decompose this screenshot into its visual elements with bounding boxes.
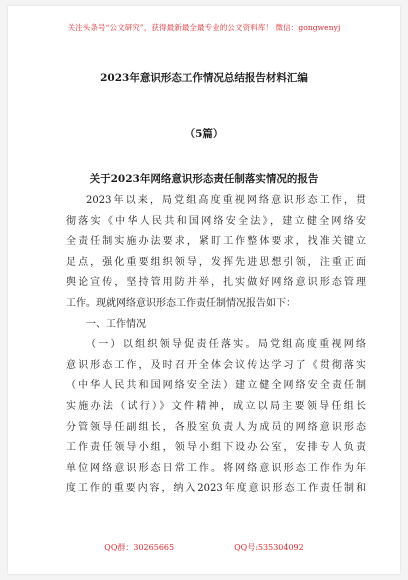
section-heading: 一、工作情况 [86,318,146,330]
body-line: 度工作的重要内容，纳入2023年度意识形态工作责任制和 [66,483,366,495]
document-count: （5篇） [184,128,224,140]
footer-contact [8,542,400,553]
body-line: 工作责任领导小组，领导小组下设办公室，安排专人负责 [66,442,366,454]
body-line: 意识形态工作，及时召开全体会议传达学习了《贯彻落实 [66,359,366,371]
body-line: 单位网络意识形态日常工作。将网络意识形态工作作为年 [66,462,366,474]
body-line: 2023年以来，局党组高度重视网络意识形态工作，贯 [86,195,366,206]
body-line: 彻落实《中华人民共和国网络安全法》，建立健全网络安 [66,215,366,227]
body-line: 分管领导任副组长，各股室负责人为成员的网络意识形态 [66,421,366,433]
body-line: （一）以组织领导促责任落实。局党组高度重视网络 [86,339,366,351]
section-title: 关于2023年网络意识形态责任制落实情况的报告 [89,173,319,185]
footer-qq-group: QQ群：30265665 [104,543,175,552]
header-banner: 关注头条号“公文研究”，获得最新最全最专业的公文资料库！ 微信：gongwenyj [67,23,341,32]
body-line: 全责任制实施办法要求，紧盯工作整体要求，找准关键立 [66,236,366,248]
body-line: 舆论宣传，坚持管用防并举，扎实做好网络意识形态管理 [66,277,366,289]
footer-qq-number: QQ号:535304092 [234,543,304,552]
body-line: 实施办法（试行）》文件精神，成立以局主要领导任组长 [66,400,366,412]
body-line: （中华人民共和国网络安全法）建立健全网络安全责任制 [66,380,366,392]
document-page [8,6,400,574]
document-body [66,191,366,500]
body-line: 工作。现就网络意识形态工作责任制情况报告如下： [66,297,296,309]
document-title: 2023年意识形态工作情况总结报告材料汇编 [100,72,308,84]
body-line: 足点，强化重要组织领导，发挥先进思想引领，注重正面 [66,256,366,268]
